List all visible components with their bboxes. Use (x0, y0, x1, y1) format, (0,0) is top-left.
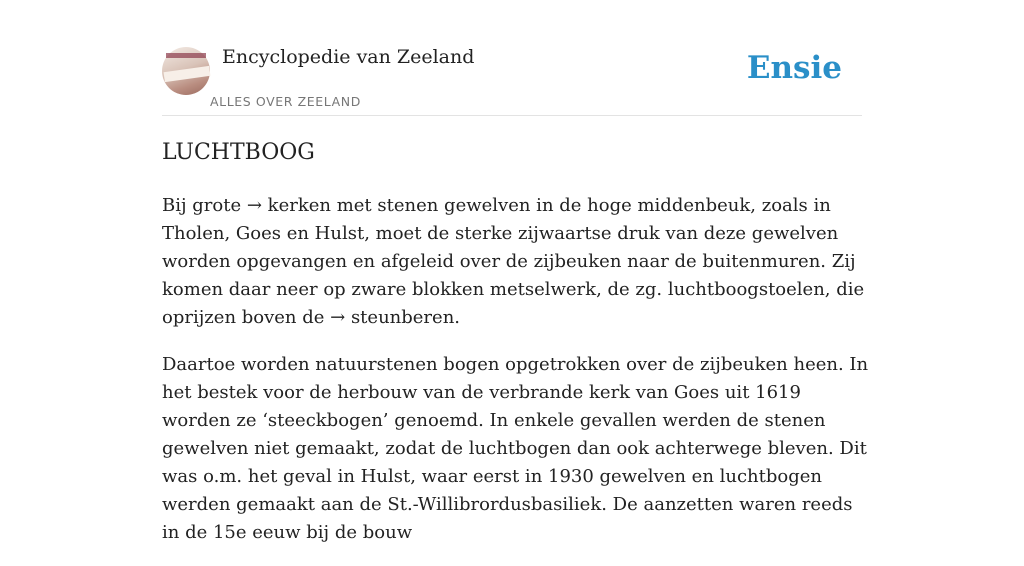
book-page-image (164, 66, 211, 82)
article-title: LUCHTBOOG (162, 140, 315, 165)
article-body (162, 192, 874, 566)
site-header (162, 44, 862, 116)
article-paragraph: Bij grote → kerken met stenen gewelven in de hoge middenbeuk, zoals in Tholen, Goes en Hulst, moet de sterke zijwaartse druk van deze gewelven worden opgevangen en afgeleid over de zijbeuken naar de buitenmuren. Zij komen daar neer op zware blokken metselwerk, de zg. luchtboogstoelen, die oprijzen boven de → steunberen. (162, 195, 865, 328)
site-logo-avatar[interactable] (162, 47, 210, 95)
ensie-brand-link[interactable]: Ensie (746, 50, 842, 86)
site-title[interactable]: Encyclopedie van Zeeland (222, 46, 475, 68)
article-paragraph: Daartoe worden natuurstenen bogen opgetrokken over de zijbeuken heen. In het bestek voor de herbouw van de verbrande kerk van Goes uit 1619 worden ze ‘steeckbogen’ genoemd. In enkele gevallen werden de stenen gewelven niet gemaakt, zodat de luchtbogen dan ook achterwege bleven. Dit was o.m. het geval in Hulst, waar eerst in 1930 gewelven en luchtbogen werden gemaakt aan de St.-Willibrordusbasiliek. De aanzetten waren reeds in de 15e eeuw bij de bouw (162, 354, 869, 543)
site-tagline: ALLES OVER ZEELAND (210, 94, 361, 109)
